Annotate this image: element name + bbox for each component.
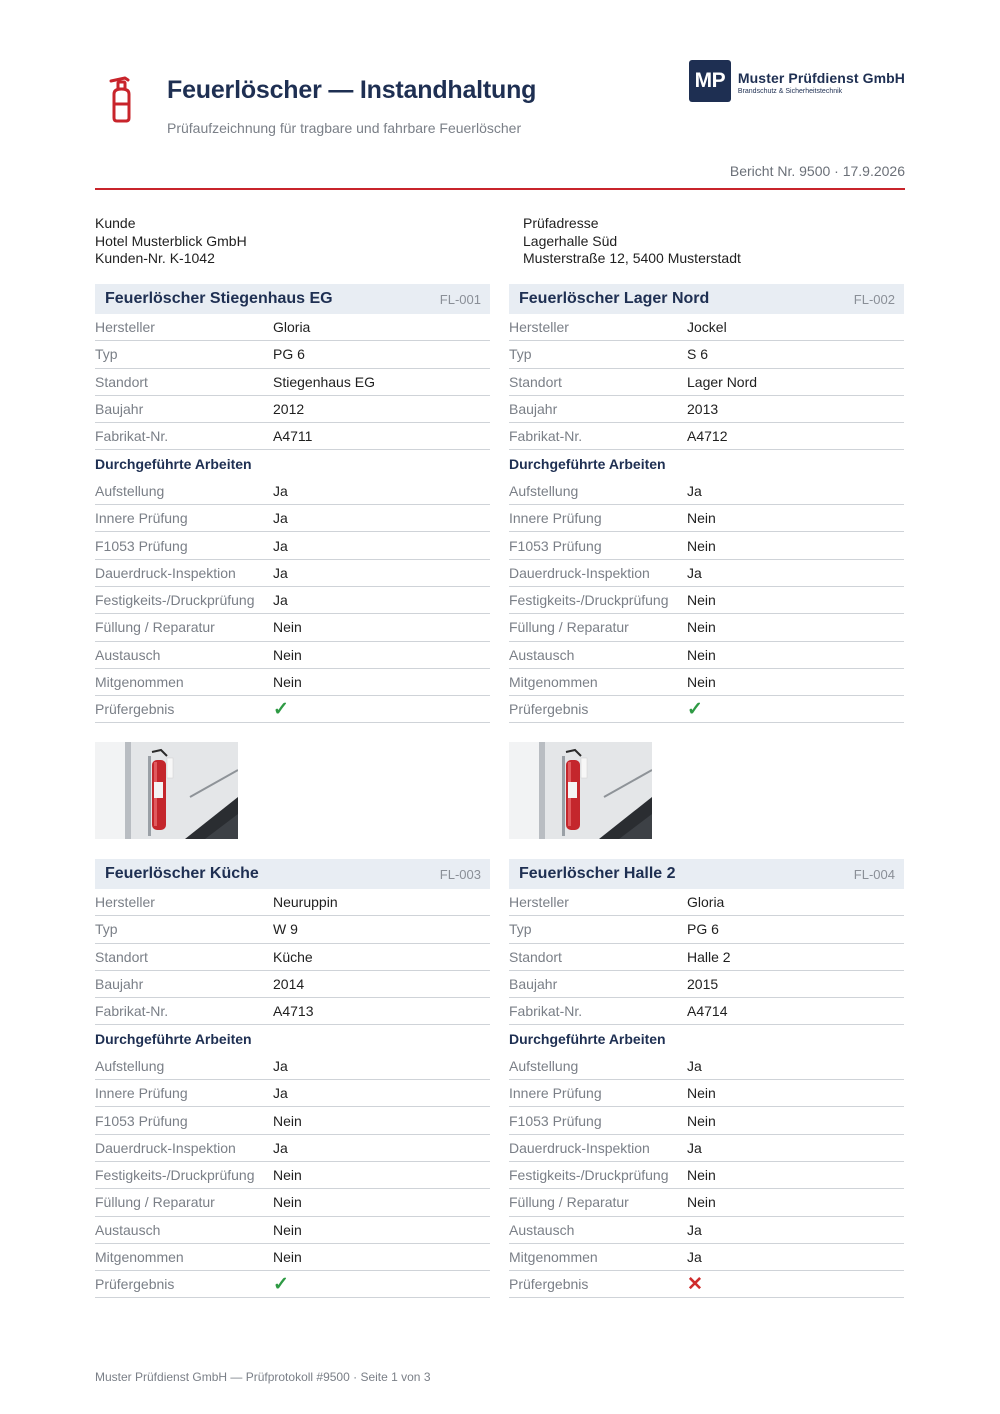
row-value: A4711 <box>273 428 313 445</box>
card-id: FL-001 <box>439 291 481 307</box>
row-value: Ja <box>273 510 288 527</box>
extinguisher-card <box>95 859 490 1298</box>
row-label: Fabrikat-Nr. <box>95 1003 169 1020</box>
row-label: Mitgenommen <box>509 674 598 690</box>
work-row <box>95 1162 490 1189</box>
card-id: FL-003 <box>439 866 481 882</box>
card-id: FL-002 <box>853 291 895 307</box>
extinguisher-card <box>95 284 490 839</box>
card-header <box>509 859 904 889</box>
info-row <box>95 423 490 450</box>
row-value: Ja <box>273 1057 288 1074</box>
row-label: Mitgenommen <box>509 1249 598 1265</box>
row-label: Festigkeits-/Druckprüfung <box>95 1167 255 1184</box>
work-row <box>509 1189 904 1216</box>
row-value: Ja <box>687 1057 702 1074</box>
company-name: Muster Prüfdienst GmbH <box>737 70 905 86</box>
work-row <box>509 669 904 696</box>
info-row <box>509 889 904 916</box>
row-label: Prüfergebnis <box>509 701 589 718</box>
work-row <box>95 587 490 614</box>
work-row <box>509 1080 904 1107</box>
work-row <box>509 587 904 614</box>
row-label: Baujahr <box>95 976 144 993</box>
row-label: Aufstellung <box>509 482 579 499</box>
row-label: Standort <box>95 948 148 965</box>
info-row <box>509 998 904 1025</box>
row-value: PG 6 <box>687 921 719 938</box>
row-label: Typ <box>95 346 118 363</box>
info-row <box>509 314 904 341</box>
row-value: Nein <box>273 1221 302 1238</box>
row-label: Mitgenommen <box>95 1249 184 1265</box>
row-label: Innere Prüfung <box>509 1085 602 1102</box>
extinguisher-card <box>509 859 904 1298</box>
row-value: Nein <box>687 1167 716 1184</box>
row-label: Füllung / Reparatur <box>509 1194 629 1211</box>
row-label: Hersteller <box>509 894 569 911</box>
row-value: Neuruppin <box>273 894 338 911</box>
work-row <box>95 1244 490 1271</box>
row-value: PG 6 <box>273 346 305 363</box>
info-row <box>509 369 904 396</box>
row-value: Ja <box>273 1139 288 1156</box>
info-row <box>95 396 490 423</box>
card-title: Feuerlöscher Halle 2 <box>519 865 676 882</box>
row-label: Baujahr <box>509 976 558 993</box>
row-label: Typ <box>95 921 118 938</box>
work-row <box>509 1135 904 1162</box>
row-value: Ja <box>273 482 288 499</box>
row-label: F1053 Prüfung <box>95 537 188 554</box>
row-value: Lager Nord <box>687 373 758 390</box>
customer-number: Kunden-Nr. K-1042 <box>95 250 215 266</box>
work-row <box>95 1217 490 1244</box>
row-value: Halle 2 <box>687 948 731 965</box>
row-value: Nein <box>273 1194 302 1211</box>
info-row <box>509 944 904 971</box>
row-value: W 9 <box>273 921 298 938</box>
row-label: Standort <box>95 373 148 390</box>
row-value: Nein <box>687 619 716 636</box>
row-label: Füllung / Reparatur <box>95 1194 215 1211</box>
row-value: Nein <box>687 1112 716 1129</box>
row-value: S 6 <box>687 346 709 363</box>
row-value: Nein <box>687 674 716 690</box>
row-value: Ja <box>273 564 288 581</box>
work-row <box>509 1217 904 1244</box>
row-label: Prüfergebnis <box>95 701 175 718</box>
row-label: Typ <box>509 346 532 363</box>
card-header <box>509 284 904 314</box>
row-label: Prüfergebnis <box>95 1276 175 1293</box>
page-title: Feuerlöscher — Instandhaltung <box>167 76 537 104</box>
row-label: Mitgenommen <box>95 674 184 690</box>
cross-icon: ✕ <box>687 1273 703 1295</box>
info-row <box>95 369 490 396</box>
site-label: Prüfadresse <box>523 215 599 231</box>
row-value: Ja <box>687 1249 702 1265</box>
row-label: Baujahr <box>509 401 558 418</box>
row-value: 2012 <box>273 401 305 418</box>
info-row <box>95 971 490 998</box>
row-value: A4714 <box>687 1003 728 1020</box>
work-row <box>95 1080 490 1107</box>
work-row <box>509 478 904 505</box>
customer-name: Hotel Musterblick GmbH <box>95 232 247 249</box>
work-row <box>509 1107 904 1134</box>
row-value: A4712 <box>687 428 728 445</box>
info-row <box>95 998 490 1025</box>
row-value: 2013 <box>687 401 719 418</box>
page-subtitle: Prüfaufzeichnung für tragbare und fahrbare Feuerlöscher <box>167 120 522 136</box>
row-value: Ja <box>687 482 702 499</box>
work-row <box>95 669 490 696</box>
row-label: Austausch <box>95 646 161 663</box>
row-value: Stiegenhaus EG <box>273 373 375 390</box>
info-row <box>509 916 904 943</box>
row-label: Aufstellung <box>509 1057 579 1074</box>
row-label: Fabrikat-Nr. <box>509 428 583 445</box>
row-value: Nein <box>687 1085 716 1102</box>
card-header <box>95 859 490 889</box>
check-icon: ✓ <box>273 1273 289 1295</box>
row-value: 2014 <box>273 976 305 993</box>
row-label: Festigkeits-/Druckprüfung <box>509 592 669 609</box>
extinguisher-card <box>509 284 904 839</box>
work-row <box>95 642 490 669</box>
info-row <box>95 889 490 916</box>
info-row <box>509 396 904 423</box>
row-value: Nein <box>687 592 716 609</box>
card-title: Feuerlöscher Stiegenhaus EG <box>105 290 333 307</box>
row-value: Nein <box>273 1112 302 1129</box>
extinguisher-photo <box>95 742 238 839</box>
section-heading: Durchgeführte Arbeiten <box>509 1031 666 1048</box>
check-icon: ✓ <box>273 698 289 720</box>
row-value: Ja <box>273 537 288 554</box>
row-label: Standort <box>509 373 562 390</box>
row-label: F1053 Prüfung <box>95 1112 188 1129</box>
row-value: Gloria <box>273 319 311 336</box>
row-label: Standort <box>509 948 562 965</box>
info-row <box>95 314 490 341</box>
row-label: Austausch <box>509 646 575 663</box>
row-value: Nein <box>687 510 716 527</box>
row-label: Aufstellung <box>95 1057 165 1074</box>
result-row <box>95 696 490 723</box>
customer-label: Kunde <box>95 215 136 231</box>
company-tagline: Brandschutz & Sicherheitstechnik <box>737 88 843 95</box>
company-logo-mark: MP <box>689 60 731 102</box>
work-row <box>95 614 490 641</box>
row-value: Ja <box>273 592 288 609</box>
row-value: Ja <box>687 1221 702 1238</box>
row-label: Hersteller <box>95 894 155 911</box>
row-label: Innere Prüfung <box>95 510 188 527</box>
section-heading: Durchgeführte Arbeiten <box>95 1031 252 1048</box>
row-label: Innere Prüfung <box>509 510 602 527</box>
row-value: Nein <box>687 646 716 663</box>
result-row <box>509 1271 904 1298</box>
row-value: Nein <box>687 537 716 554</box>
row-label: Dauerdruck-Inspektion <box>95 1139 236 1156</box>
row-label: Dauerdruck-Inspektion <box>509 564 650 581</box>
row-label: Aufstellung <box>95 482 165 499</box>
row-value: A4713 <box>273 1003 314 1020</box>
row-value: Jockel <box>687 319 727 336</box>
info-row <box>509 341 904 368</box>
header-divider <box>95 188 905 190</box>
row-value: Ja <box>273 1085 288 1102</box>
row-label: Typ <box>509 921 532 938</box>
work-row <box>95 560 490 587</box>
check-icon: ✓ <box>687 698 703 720</box>
row-value: Nein <box>273 674 302 690</box>
row-value: Nein <box>273 646 302 663</box>
row-value: Gloria <box>687 894 725 911</box>
row-label: Fabrikat-Nr. <box>95 428 169 445</box>
row-label: Dauerdruck-Inspektion <box>95 564 236 581</box>
work-row <box>95 505 490 532</box>
row-value: Nein <box>273 1249 302 1265</box>
row-label: Festigkeits-/Druckprüfung <box>95 592 255 609</box>
row-label: Baujahr <box>95 401 144 418</box>
row-label: Hersteller <box>509 319 569 336</box>
row-label: Austausch <box>95 1221 161 1238</box>
result-row <box>95 1271 490 1298</box>
row-label: Füllung / Reparatur <box>95 619 215 636</box>
card-title: Feuerlöscher Lager Nord <box>519 290 710 307</box>
fire-extinguisher-icon <box>105 74 137 124</box>
row-label: Hersteller <box>95 319 155 336</box>
section-heading: Durchgeführte Arbeiten <box>95 456 252 473</box>
work-row <box>95 478 490 505</box>
row-value: Ja <box>687 1139 702 1156</box>
work-row <box>509 532 904 559</box>
company-logo <box>689 60 905 104</box>
row-label: Austausch <box>509 1221 575 1238</box>
info-row <box>95 944 490 971</box>
info-row <box>509 971 904 998</box>
work-row <box>509 614 904 641</box>
row-label: Festigkeits-/Druckprüfung <box>509 1167 669 1184</box>
card-header <box>95 284 490 314</box>
row-label: Dauerdruck-Inspektion <box>509 1139 650 1156</box>
info-row <box>95 916 490 943</box>
work-row <box>95 1189 490 1216</box>
card-id: FL-004 <box>853 866 895 882</box>
work-row <box>509 560 904 587</box>
site-name: Lagerhalle Süd <box>523 232 618 249</box>
work-row <box>509 1162 904 1189</box>
work-row <box>95 1135 490 1162</box>
section-heading: Durchgeführte Arbeiten <box>509 456 666 473</box>
work-row <box>509 1053 904 1080</box>
row-value: Nein <box>273 1167 302 1184</box>
result-row <box>509 696 904 723</box>
row-label: Füllung / Reparatur <box>509 619 629 636</box>
customer-block <box>95 215 247 268</box>
row-value: Nein <box>687 1194 716 1211</box>
work-row <box>95 532 490 559</box>
row-value: 2015 <box>687 976 719 993</box>
row-value: Küche <box>273 948 313 965</box>
row-label: Innere Prüfung <box>95 1085 188 1102</box>
work-row <box>509 642 904 669</box>
row-label: F1053 Prüfung <box>509 537 602 554</box>
info-row <box>95 341 490 368</box>
work-row <box>95 1053 490 1080</box>
work-row <box>509 505 904 532</box>
extinguisher-photo <box>509 742 652 839</box>
report-page <box>95 0 905 1414</box>
site-street: Musterstraße 12, 5400 Musterstadt <box>523 250 741 266</box>
card-title: Feuerlöscher Küche <box>105 865 259 882</box>
row-value: Nein <box>273 619 302 636</box>
page-footer: Muster Prüfdienst GmbH — Prüfprotokoll #9500 · Seite 1 von 3 <box>95 1370 431 1384</box>
row-label: F1053 Prüfung <box>509 1112 602 1129</box>
info-row <box>509 423 904 450</box>
site-address-block <box>523 215 741 268</box>
work-row <box>509 1244 904 1271</box>
row-value: Ja <box>687 564 702 581</box>
row-label: Prüfergebnis <box>509 1276 589 1293</box>
report-number: Bericht Nr. 9500 · 17.9.2026 <box>729 163 905 179</box>
work-row <box>95 1107 490 1134</box>
row-label: Fabrikat-Nr. <box>509 1003 583 1020</box>
